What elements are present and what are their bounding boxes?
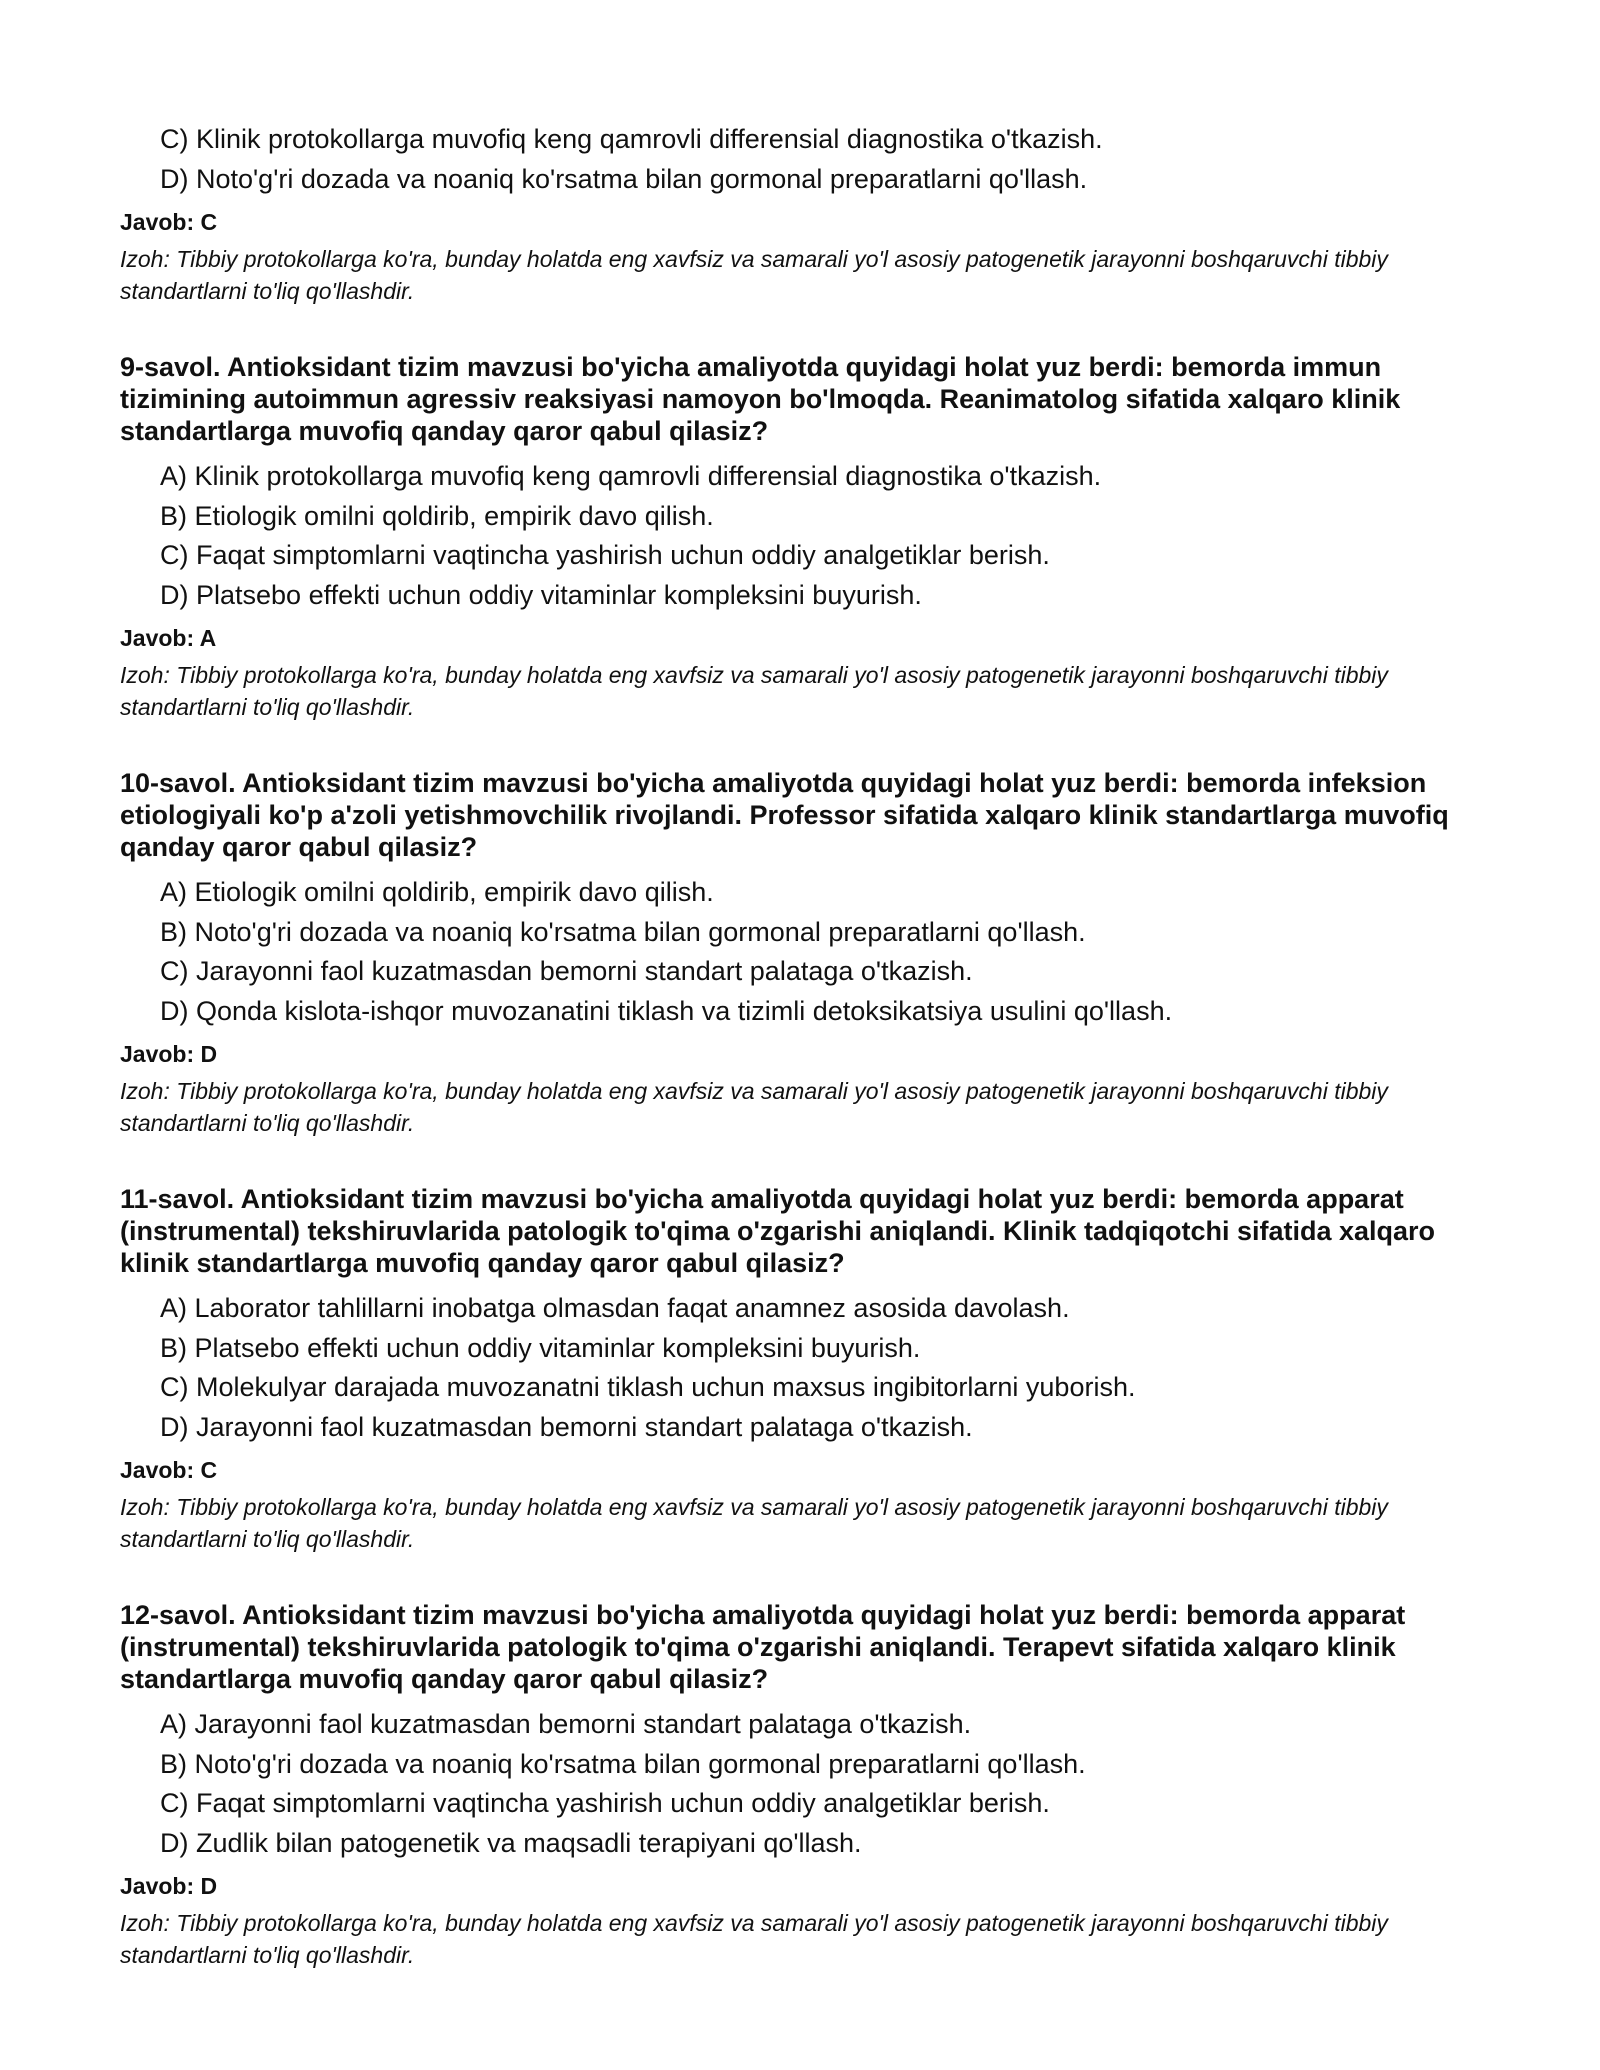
answer-label: Javob: A <box>120 625 217 651</box>
option-a: A) Laborator tahlillarni inobatga olmasdan faqat anamnez asosida davolash. <box>160 1293 1070 1323</box>
option-b: B) Noto'g'ri dozada va noaniq ko'rsatma bilan gormonal preparatlarni qo'llash. <box>160 916 1086 947</box>
question-11 <box>120 1183 1480 1555</box>
option-a: A) Klinik protokollarga muvofiq keng qamrovli differensial diagnostika o'tkazish. <box>160 461 1102 491</box>
explanation-note: Izoh: Tibbiy protokollarga ko'ra, bunday holatda eng xavfsiz va samarali yo'l asosiy patogenetik jarayonni boshqaruvchi tibbiy standartlarni to'liq qo'llashdir. <box>120 1078 1388 1136</box>
option-c: C) Faqat simptomlarni vaqtincha yashirish uchun oddiy analgetiklar berish. <box>160 1788 1050 1818</box>
option-a: A) Etiologik omilni qoldirib, empirik davo qilish. <box>160 877 714 907</box>
option-d: D) Platsebo effekti uchun oddiy vitaminlar kompleksini buyurish. <box>160 579 922 610</box>
explanation-note: Izoh: Tibbiy protokollarga ko'ra, bunday holatda eng xavfsiz va samarali yo'l asosiy patogenetik jarayonni boshqaruvchi tibbiy standartlarni to'liq qo'llashdir. <box>120 662 1388 720</box>
option-list <box>120 873 1480 1031</box>
option-b: B) Noto'g'ri dozada va noaniq ko'rsatma bilan gormonal preparatlarni qo'llash. <box>160 1748 1086 1779</box>
option-c: C) Molekulyar darajada muvozanatni tiklash uchun maxsus ingibitorlarni yuborish. <box>160 1372 1136 1402</box>
question-9 <box>120 351 1480 723</box>
answer-label: Javob: D <box>120 1873 218 1899</box>
option-d: D) Jarayonni faol kuzatmasdan bemorni standart palataga o'tkazish. <box>160 1411 973 1442</box>
option-d: D) Qonda kislota-ishqor muvozanatini tiklash va tizimli detoksikatsiya usulini qo'llash. <box>160 995 1173 1026</box>
question-12 <box>120 1599 1480 1971</box>
option-a: A) Jarayonni faol kuzatmasdan bemorni standart palataga o'tkazish. <box>160 1709 972 1739</box>
explanation-note: Izoh: Tibbiy protokollarga ko'ra, bunday holatda eng xavfsiz va samarali yo'l asosiy patogenetik jarayonni boshqaruvchi tibbiy standartlarni to'liq qo'llashdir. <box>120 1910 1388 1968</box>
explanation-note: Izoh: Tibbiy protokollarga ko'ra, bunday holatda eng xavfsiz va samarali yo'l asosiy patogenetik jarayonni boshqaruvchi tibbiy standartlarni to'liq qo'llashdir. <box>120 246 1388 304</box>
option-d: D) Zudlik bilan patogenetik va maqsadli terapiyani qo'llash. <box>160 1827 862 1858</box>
answer-label: Javob: C <box>120 1457 218 1483</box>
option-c: C) Klinik protokollarga muvofiq keng qamrovli differensial diagnostika o'tkazish. <box>160 124 1103 154</box>
question-8-continuation <box>120 120 1480 307</box>
document-page <box>120 120 1480 2015</box>
option-c: C) Jarayonni faol kuzatmasdan bemorni standart palataga o'tkazish. <box>160 956 973 986</box>
option-list <box>120 1289 1480 1447</box>
option-b: B) Platsebo effekti uchun oddiy vitaminlar kompleksini buyurish. <box>160 1332 921 1363</box>
answer-label: Javob: D <box>120 1041 218 1067</box>
option-list <box>120 457 1480 615</box>
option-c: C) Faqat simptomlarni vaqtincha yashirish uchun oddiy analgetiklar berish. <box>160 540 1050 570</box>
option-d: D) Noto'g'ri dozada va noaniq ko'rsatma bilan gormonal preparatlarni qo'llash. <box>160 163 1088 194</box>
option-b: B) Etiologik omilni qoldirib, empirik davo qilish. <box>160 500 714 531</box>
question-text: 11-savol. Antioksidant tizim mavzusi bo'yicha amaliyotda quyidagi holat yuz berdi: bemorda apparat (instrumental) tekshiruvlarida patologik to'qima o'zgarishi aniqlandi. Klinik tadqiqotchi sifatida xalqaro klinik standartlarga muvofiq qanday qaror qabul qilasiz? <box>120 1184 1436 1278</box>
explanation-note: Izoh: Tibbiy protokollarga ko'ra, bunday holatda eng xavfsiz va samarali yo'l asosiy patogenetik jarayonni boshqaruvchi tibbiy standartlarni to'liq qo'llashdir. <box>120 1494 1388 1552</box>
answer-label: Javob: C <box>120 209 218 235</box>
question-text: 9-savol. Antioksidant tizim mavzusi bo'yicha amaliyotda quyidagi holat yuz berdi: bemorda immun tizimining autoimmun agressiv reaksiyasi namoyon bo'lmoqda. Reanimatolog sifatida xalqaro klinik standartlarga muvofiq qanday qaror qabul qilasiz? <box>120 352 1401 446</box>
question-text: 10-savol. Antioksidant tizim mavzusi bo'yicha amaliyotda quyidagi holat yuz berdi: bemorda infeksion etiologiyali ko'p a'zoli yetishmovchilik rivojlandi. Professor sifatida xalqaro klinik standartlarga muvofiq qanday qaror qabul qilasiz? <box>120 768 1449 862</box>
option-list <box>120 1705 1480 1863</box>
question-text: 12-savol. Antioksidant tizim mavzusi bo'yicha amaliyotda quyidagi holat yuz berdi: bemorda apparat (instrumental) tekshiruvlarida patologik to'qima o'zgarishi aniqlandi. Terapevt sifatida xalqaro klinik standartlarga muvofiq qanday qaror qabul qilasiz? <box>120 1600 1406 1694</box>
question-10 <box>120 767 1480 1139</box>
option-list <box>120 120 1480 199</box>
